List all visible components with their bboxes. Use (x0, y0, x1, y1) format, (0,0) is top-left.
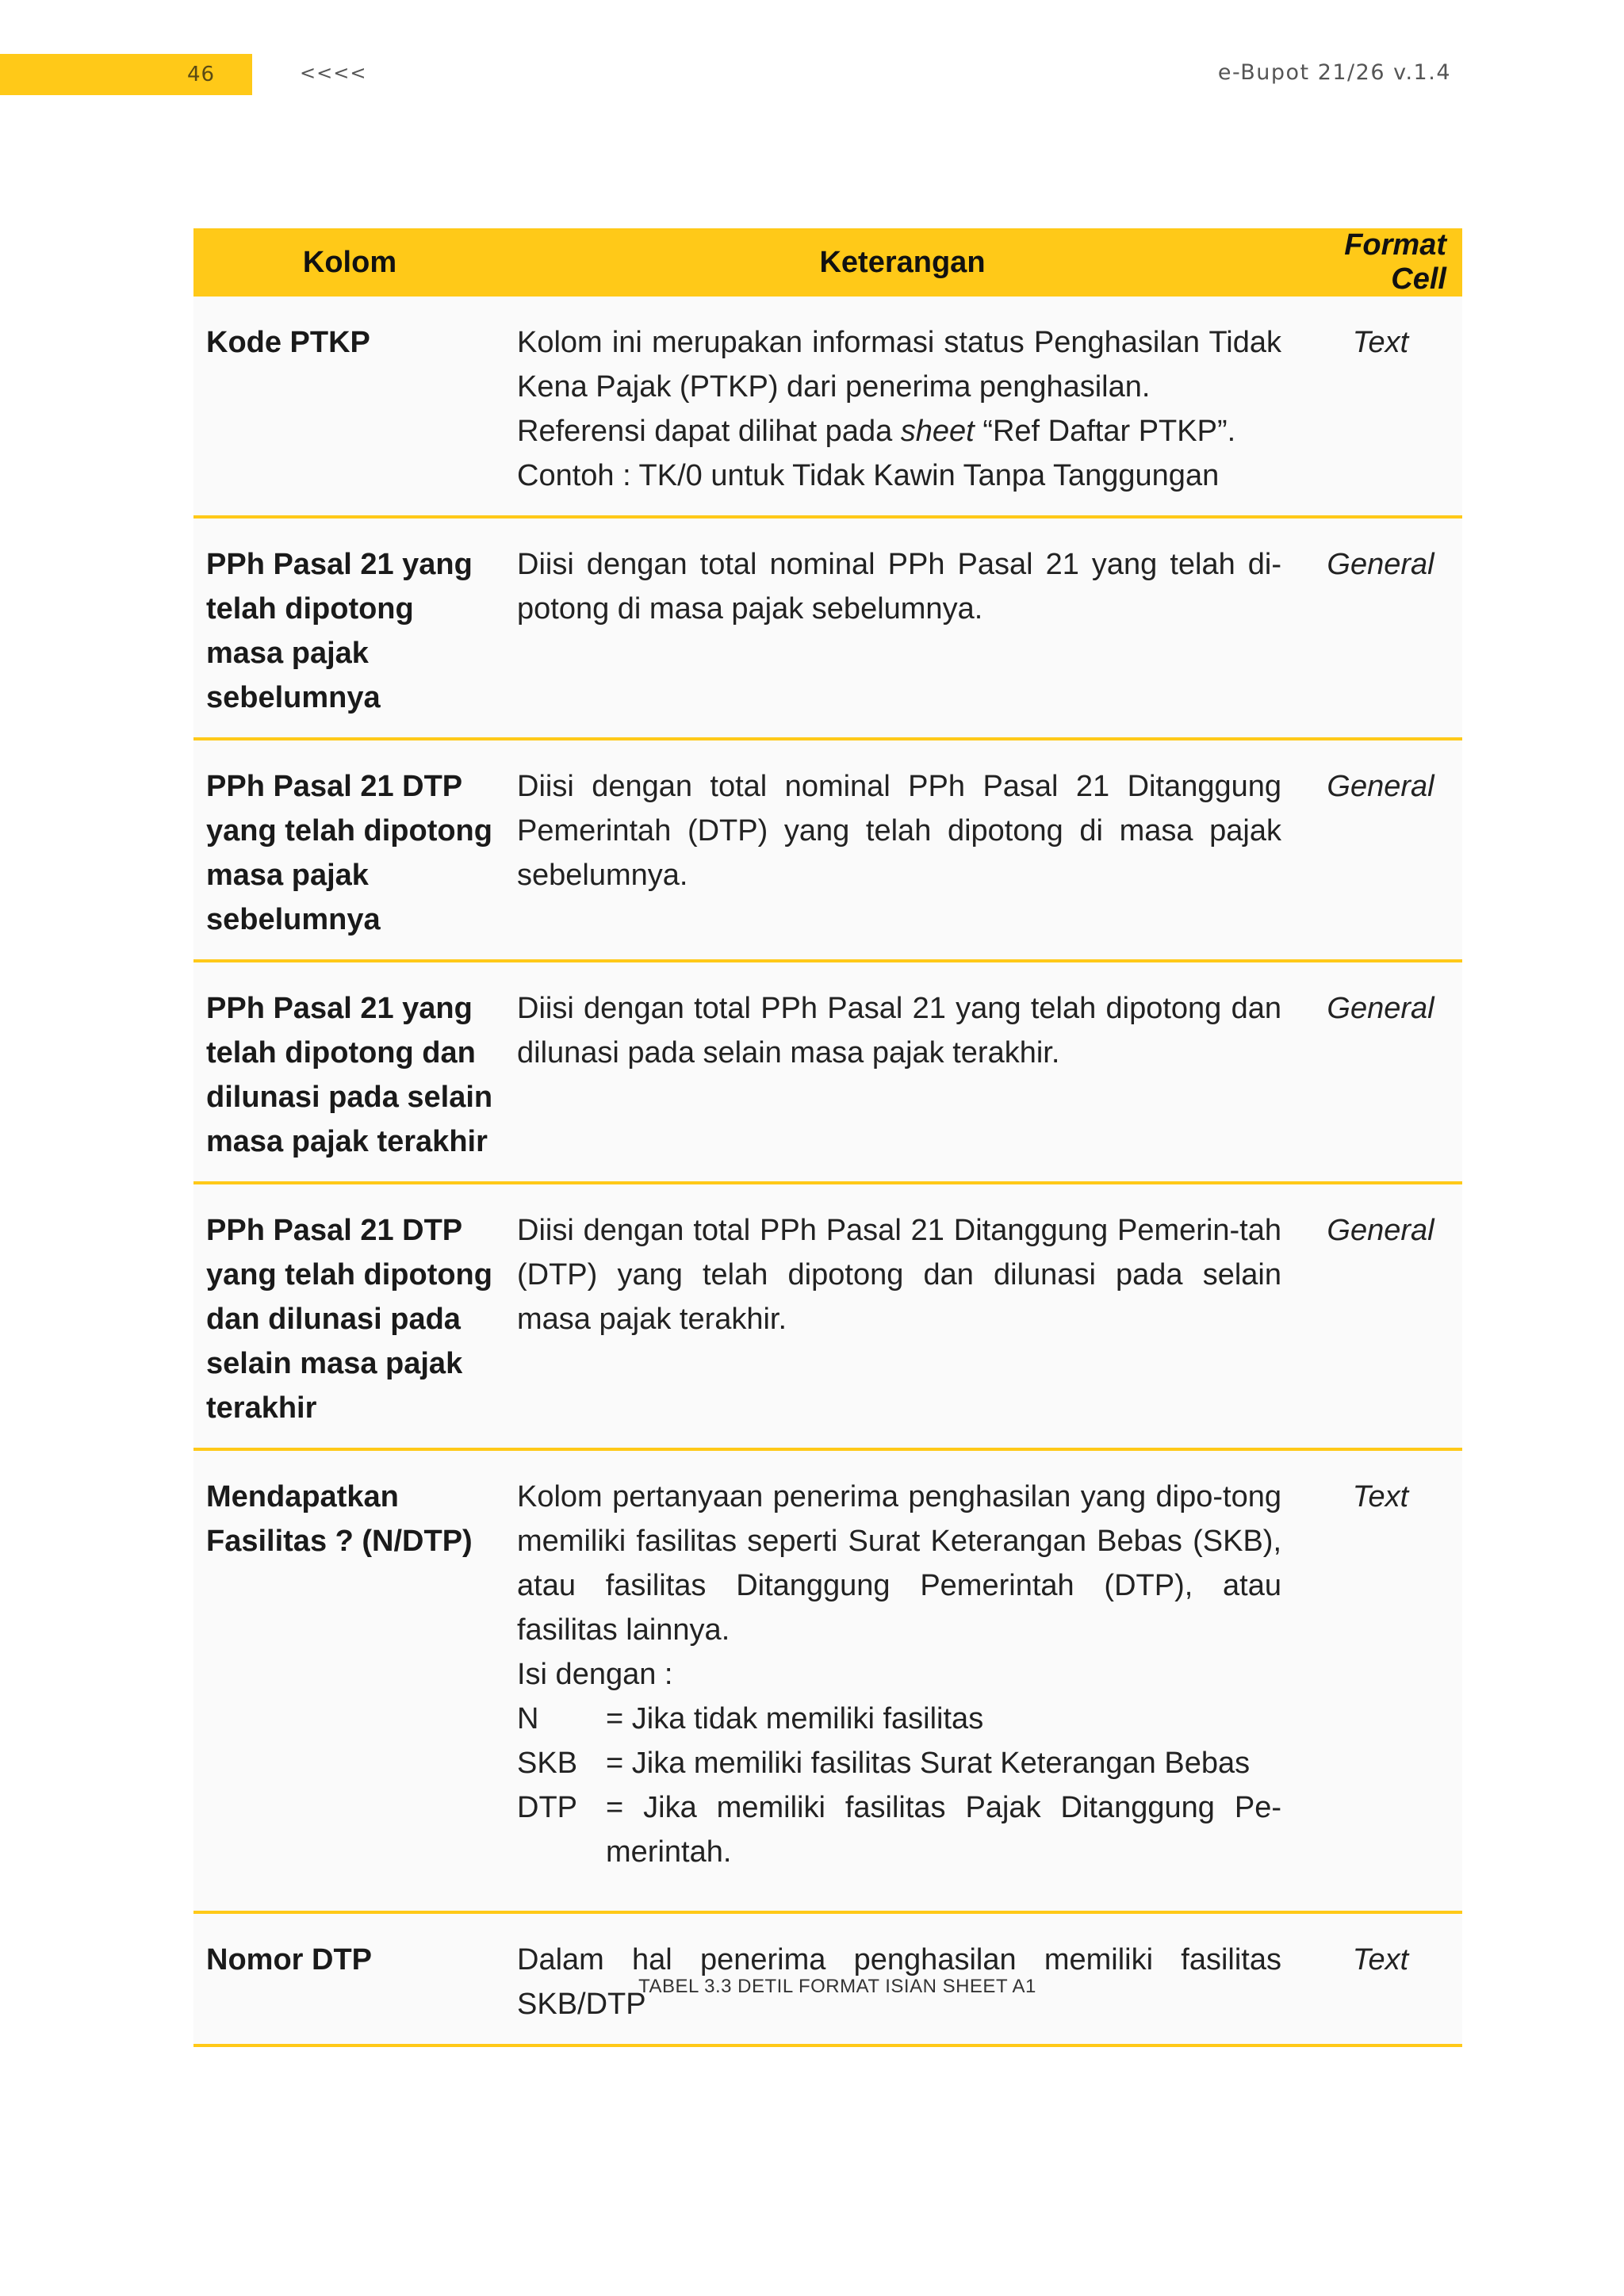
header-format-cell: Format Cell (1299, 228, 1462, 297)
row-kolom: PPh Pasal 21 DTP yang telah dipotong dan dilunasi pada selain masa pajak terakhir (193, 1183, 506, 1449)
document-title: e-Bupot 21/26 v.1.4 (1217, 60, 1451, 85)
row-keterangan: Diisi dengan total PPh Pasal 21 Ditanggung Pemerin-tah (DTP) yang telah dipotong dan dilunasi pada selain masa pajak terakhir. (506, 1183, 1299, 1449)
code-row-dtp (517, 1785, 1281, 1874)
code-key: DTP (517, 1791, 577, 1824)
row-keterangan (506, 1449, 1299, 1912)
code-value: = Jika memiliki fasilitas Pajak Ditanggung Pe-merintah. (606, 1791, 1281, 1869)
code-row-n (517, 1697, 1281, 1741)
row-kolom: Nomor DTP (193, 1912, 506, 2045)
table-row (193, 961, 1462, 1183)
desc-reference-italic: sheet (900, 415, 975, 448)
row-kolom: Kode PTKP (193, 297, 506, 517)
table-row (193, 297, 1462, 517)
row-format: Text (1299, 1912, 1462, 2045)
row-format: General (1299, 1183, 1462, 1449)
code-value: = Jika tidak memiliki fasilitas (606, 1702, 984, 1735)
row-format: General (1299, 517, 1462, 739)
row-keterangan (506, 297, 1299, 517)
desc-reference (517, 409, 1281, 453)
row-format: Text (1299, 1449, 1462, 1912)
row-keterangan: Diisi dengan total nominal PPh Pasal 21 Ditanggung Pemerintah (DTP) yang telah dipotong di masa pajak sebelumnya. (506, 739, 1299, 961)
desc-text: Kolom ini merupakan informasi status Penghasilan Tidak Kena Pajak (PTKP) dari penerima penghasilan. (517, 326, 1281, 404)
desc-intro: Kolom pertanyaan penerima penghasilan yang dipo-tong memiliki fasilitas seperti Surat Keterangan Bebas (SKB), atau fasilitas Ditanggung Pemerintah (DTP), atau fasilitas lainnya. (517, 1480, 1281, 1647)
desc-reference-text: Referensi dapat dilihat pada (517, 415, 893, 448)
row-keterangan: Dalam hal penerima penghasilan memiliki fasilitas SKB/DTP (506, 1912, 1299, 2045)
code-row-skb (517, 1741, 1281, 1785)
code-key: SKB (517, 1747, 578, 1780)
spec-table (193, 228, 1462, 2047)
table-caption: TABEL 3.3 DETIL FORMAT ISIAN SHEET A1 (638, 1976, 1036, 1997)
header-keterangan: Keterangan (506, 228, 1299, 297)
table-row (193, 1183, 1462, 1449)
code-key: N (517, 1702, 539, 1735)
row-kolom: PPh Pasal 21 yang telah dipotong dan dilunasi pada selain masa pajak terakhir (193, 961, 506, 1183)
table-row (193, 739, 1462, 961)
table-row (193, 517, 1462, 739)
desc-example: Contoh : TK/0 untuk Tidak Kawin Tanpa Tanggungan (517, 459, 1220, 492)
row-keterangan: Diisi dengan total PPh Pasal 21 yang telah dipotong dan dilunasi pada selain masa pajak terakhir. (506, 961, 1299, 1183)
row-format: Text (1299, 297, 1462, 517)
spec-table-wrapper (193, 228, 1462, 2047)
back-link[interactable]: <<<< (300, 62, 367, 84)
desc-reference-sheet: “Ref Daftar PTKP”. (982, 415, 1236, 448)
row-format: General (1299, 739, 1462, 961)
row-kolom: PPh Pasal 21 DTP yang telah dipotong masa pajak sebelumnya (193, 739, 506, 961)
row-kolom: PPh Pasal 21 yang telah dipotong masa pajak sebelumnya (193, 517, 506, 739)
page-number-bar (0, 54, 252, 95)
row-keterangan: Diisi dengan total nominal PPh Pasal 21 yang telah di-potong di masa pajak sebelumnya. (506, 517, 1299, 739)
header-kolom: Kolom (193, 228, 506, 297)
table-header-row (193, 228, 1462, 297)
row-format: General (1299, 961, 1462, 1183)
page-header (0, 0, 1624, 151)
code-value: = Jika memiliki fasilitas Surat Keterangan Bebas (606, 1747, 1251, 1780)
page-number: 46 (187, 63, 216, 86)
table-row (193, 1449, 1462, 1912)
desc-fill-label: Isi dengan : (517, 1658, 673, 1691)
row-kolom: Mendapatkan Fasilitas ? (N/DTP) (193, 1449, 506, 1912)
